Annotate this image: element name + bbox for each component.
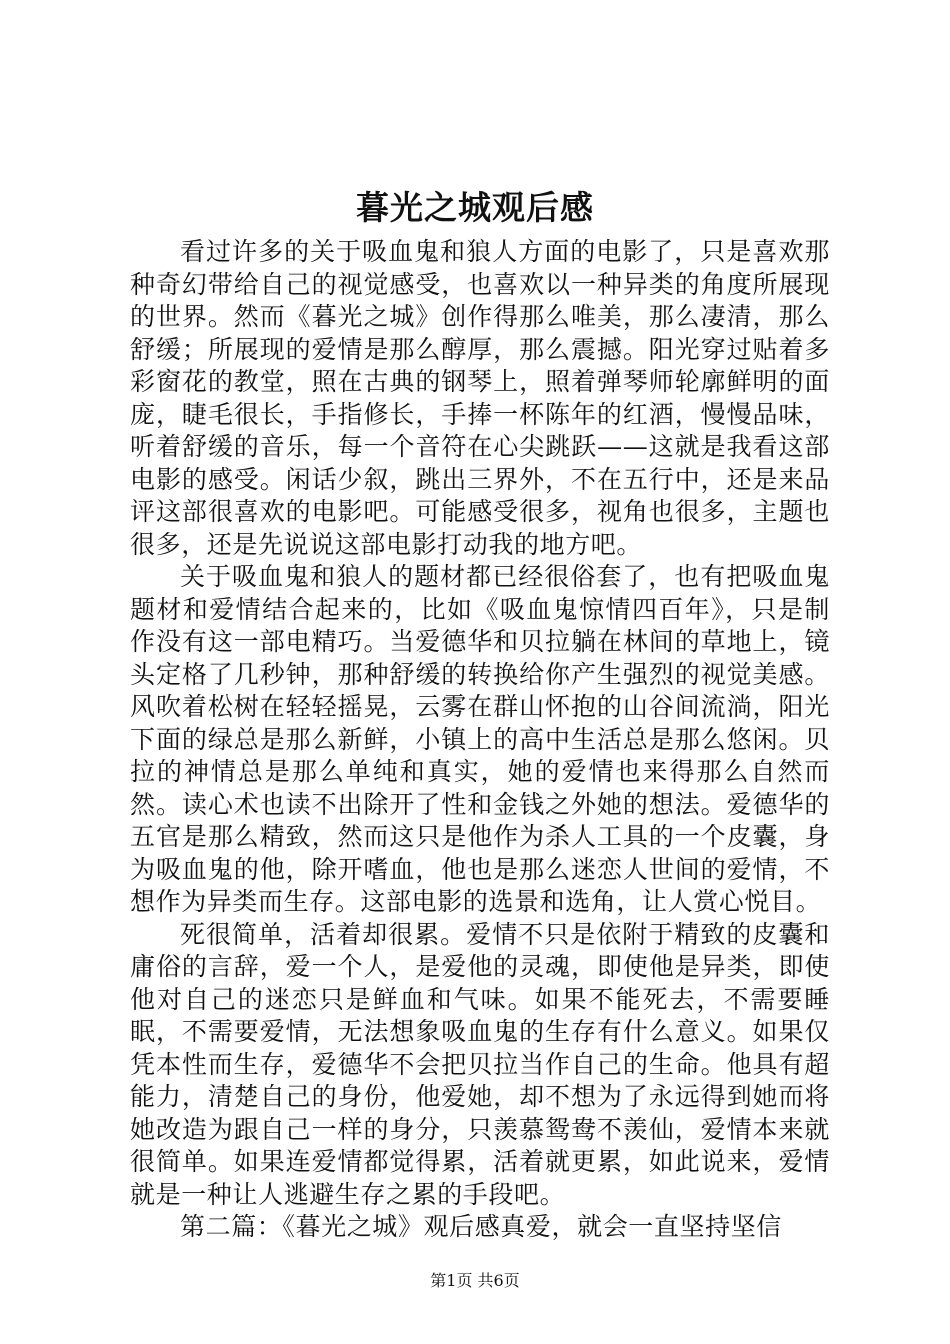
paragraph-1: 看过许多的关于吸血鬼和狼人方面的电影了，只是喜欢那种奇幻带给自己的视觉感受，也喜欢以一种异类的角度所展现的世界。然而《暮光之城》创作得那么唯美，那么凄清，那么舒缓；所展现的爱情是那么醇厚，那么震撼。阳光穿过贴着多彩窗花的教堂，照在古典的钢琴上，照着弹琴师轮廓鲜明的面庞，睫毛很长，手指修长，手捧一杯陈年的红酒，慢慢品味，听着舒缓的音乐，每一个音符在心尖跳跃——这就是我看这部电影的感受。闲话少叙，跳出三界外，不在五行中，还是来品评这部很喜欢的电影吧。可能感受很多，视角也很多，主题也很多，还是先说说这部电影打动我的地方吧。 xyxy=(130,237,830,559)
document-title: 暮光之城观后感 xyxy=(356,188,594,227)
document-body xyxy=(130,236,830,1244)
paragraph-4: 第二篇：《暮光之城》观后感真爱，就会一直坚持坚信 xyxy=(180,1212,782,1241)
paragraph-3: 死很简单，活着却很累。爱情不只是依附于精致的皮囊和庸俗的言辞，爱一个人，是爱他的灵魂，即使他是异类，即使他对自己的迷恋只是鲜血和气味。如果不能死去，不需要睡眠，不需要爱情，无法想象吸血鬼的生存有什么意义。如果仅凭本性而生存，爱德华不会把贝拉当作自己的生命。他具有超能力，清楚自己的身份，他爱她，却不想为了永远得到她而将她改造为跟自己一样的身分，只羡慕鸳鸯不羡仙，爱情本来就很简单。如果连爱情都觉得累，活着就更累，如此说来，爱情就是一种让人逃避生存之累的手段吧。 xyxy=(130,919,830,1209)
page-number-footer: 第1页 共6页 xyxy=(430,1271,520,1290)
paragraph-2: 关于吸血鬼和狼人的题材都已经很俗套了，也有把吸血鬼题材和爱情结合起来的，比如《吸血鬼惊情四百年》，只是制作没有这一部电精巧。当爱德华和贝拉躺在林间的草地上，镜头定格了几秒钟，那种舒缓的转换给你产生强烈的视觉美感。风吹着松树在轻轻摇晃，云雾在群山怀抱的山谷间流淌，阳光下面的绿总是那么新鲜，小镇上的高中生活总是那么悠闲。贝拉的神情总是那么单纯和真实，她的爱情也来得那么自然而然。读心术也读不出除开了性和金钱之外她的想法。爱德华的五官是那么精致，然而这只是他作为杀人工具的一个皮囊，身为吸血鬼的他，除开嗜血，他也是那么迷恋人世间的爱情，不想作为异类而生存。这部电影的选景和选角，让人赏心悦目。 xyxy=(130,562,830,916)
